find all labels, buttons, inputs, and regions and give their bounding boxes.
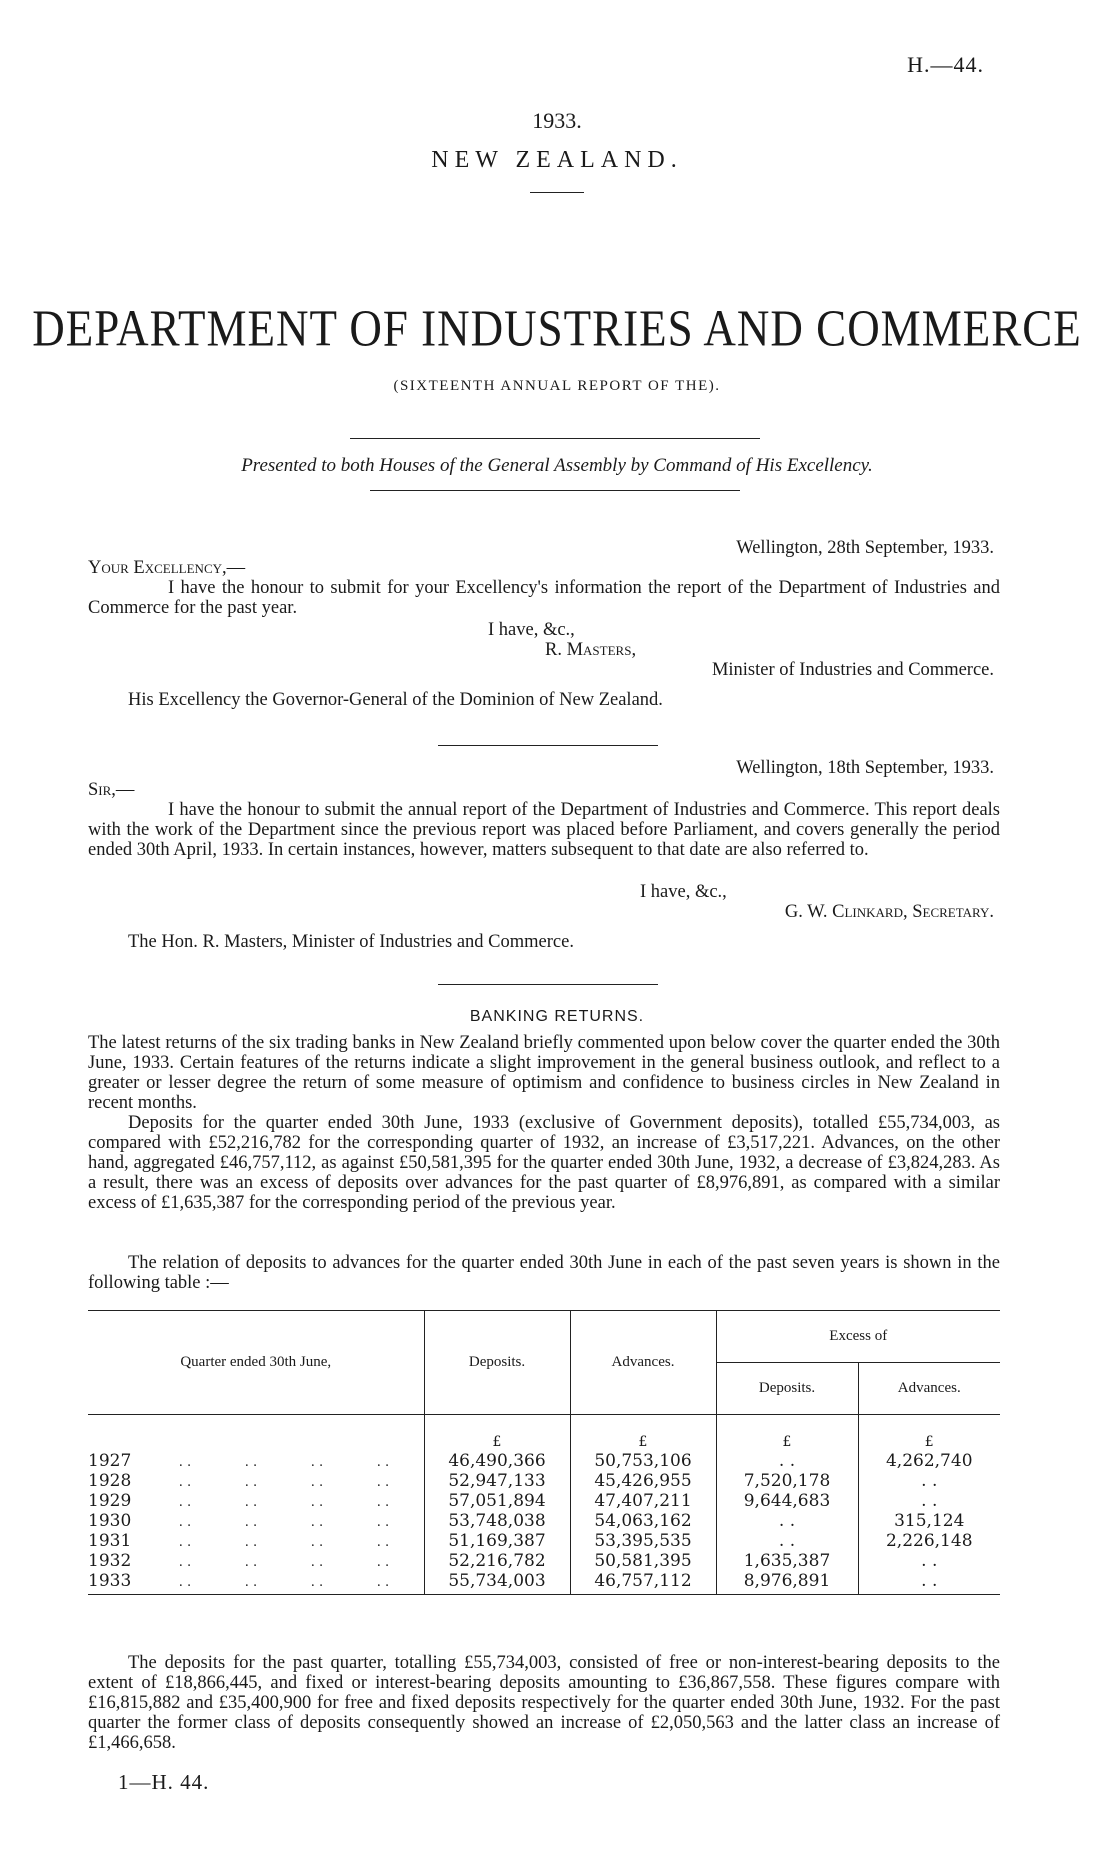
dot-leader: . . <box>178 1554 192 1570</box>
dot-leader: . . <box>244 1474 258 1490</box>
row-excess-advances: 315,124 <box>894 1510 965 1531</box>
letter1-addressee: His Excellency the Governor-General of the Dominion of New Zealand. <box>128 690 663 710</box>
header-deposits: Deposits. <box>424 1311 570 1415</box>
header-excess-advances: Advances. <box>858 1363 1000 1415</box>
letter1-closing: I have, &c., <box>488 620 575 640</box>
document-title: DEPARTMENT OF INDUSTRIES AND COMMERCE <box>32 299 1082 357</box>
row-excess-deposits: 9,644,683 <box>716 1491 858 1511</box>
row-excess-advances: . . <box>921 1470 938 1491</box>
header-excess-deposits: Deposits. <box>716 1363 858 1415</box>
header-quarter: Quarter ended 30th June, <box>88 1311 424 1415</box>
row-deposits: 55,734,003 <box>424 1571 570 1595</box>
row-year <box>88 1551 424 1571</box>
header-excess-of: Excess of <box>716 1311 1000 1363</box>
dot-leader: . . <box>376 1494 390 1510</box>
row-year-label: 1927 <box>88 1450 132 1471</box>
unit-excess-deposits: £ <box>716 1415 858 1451</box>
row-year <box>88 1471 424 1491</box>
row-deposits: 53,748,038 <box>424 1511 570 1531</box>
table-row <box>88 1551 1000 1571</box>
row-year-label: 1929 <box>88 1490 132 1511</box>
letter1-body: I have the honour to submit for your Excellency's information the report of the Department of Industries and Commerce for the past year. <box>88 578 1000 618</box>
row-year <box>88 1531 424 1551</box>
divider <box>370 490 740 491</box>
row-year-label: 1928 <box>88 1470 132 1491</box>
divider <box>530 192 584 193</box>
table-row <box>88 1491 1000 1511</box>
dot-leader: . . <box>376 1554 390 1570</box>
row-year <box>88 1571 424 1595</box>
table-row <box>88 1531 1000 1551</box>
row-excess-deposits: 7,520,178 <box>716 1471 858 1491</box>
letter1-place-date: Wellington, 28th September, 1933. <box>736 538 994 558</box>
letter1-signatory-title: Minister of Industries and Commerce. <box>711 660 994 680</box>
table-row <box>88 1451 1000 1471</box>
letter2-body: I have the honour to submit the annual report of the Department of Industries and Commerce. This report deals with the work of the Department since the previous report was placed before Parliament, and covers generally the period ended 30th April, 1933. In certain instances, however, matters subsequent to that date are also referred to. <box>88 800 1000 860</box>
dot-leader: . . <box>178 1514 192 1530</box>
dot-leader: . . <box>376 1514 390 1530</box>
banking-paragraph-4: The deposits for the past quarter, totalling £55,734,003, consisted of free or non-interest-bearing deposits to the extent of £18,866,445, and fixed or interest-bearing deposits amounting to £36,867,558. These figures compare with £16,815,882 and £35,400,900 for free and fixed deposits respectively for the quarter ended 30th June, 1932. For the past quarter the former class of deposits consequently showed an increase of £2,050,563 and the latter class an increase of £1,466,658. <box>88 1653 1000 1753</box>
banking-paragraph-2: Deposits for the quarter ended 30th June, 1933 (exclusive of Government deposits), totalled £55,734,003, as compared with £52,216,782 for the corresponding quarter of 1932, an increase of £3,517,221. Advances, on the other hand, aggregated £46,757,112, as against £50,581,395 for the quarter ended 30th June, 1932, a decrease of £3,824,283. As a result, there was an excess of deposits over advances for the past quarter of £8,976,891, as compared with a similar excess of £1,635,387 for the corresponding period of the previous year. <box>88 1113 1000 1213</box>
row-advances: 46,757,112 <box>570 1571 716 1595</box>
row-advances: 50,753,106 <box>570 1451 716 1471</box>
dot-leader: . . <box>376 1574 390 1590</box>
row-excess-deposits: . . <box>716 1531 858 1551</box>
dot-leader: . . <box>310 1534 324 1550</box>
letter2-place-date: Wellington, 18th September, 1933. <box>736 758 994 778</box>
dot-leader: . . <box>244 1534 258 1550</box>
country-name: NEW ZEALAND. <box>431 147 683 173</box>
row-advances: 47,407,211 <box>570 1491 716 1511</box>
row-year <box>88 1451 424 1471</box>
divider <box>438 745 658 746</box>
document-reference: H.—44. <box>907 52 984 77</box>
report-year: 1933. <box>532 108 582 133</box>
dot-leader: . . <box>244 1454 258 1470</box>
dot-leader: . . <box>178 1474 192 1490</box>
row-deposits: 57,051,894 <box>424 1491 570 1511</box>
dot-leader: . . <box>178 1454 192 1470</box>
row-advances: 54,063,162 <box>570 1511 716 1531</box>
row-year <box>88 1491 424 1511</box>
units-spacer <box>88 1415 424 1451</box>
units-row <box>88 1415 1000 1451</box>
row-advances: 45,426,955 <box>570 1471 716 1491</box>
row-year-label: 1931 <box>88 1530 132 1551</box>
letter2-salutation: Sir,— <box>88 780 135 800</box>
presented-line: Presented to both Houses of the General Assembly by Command of His Excellency. <box>241 455 873 476</box>
banking-paragraph-1: The latest returns of the six trading banks in New Zealand briefly commented upon below cover the quarter ended the 30th June, 1933. Certain features of the returns indicate a slight improvement in the general business outlook, and reflect to a greater or lesser degree the return of some measure of optimism and confidence to business circles in New Zealand in recent months. <box>88 1033 1000 1113</box>
dot-leader: . . <box>244 1494 258 1510</box>
row-year-label: 1932 <box>88 1550 132 1571</box>
row-excess-advances: 2,226,148 <box>885 1530 973 1551</box>
dot-leader: . . <box>310 1474 324 1490</box>
row-year-label: 1930 <box>88 1510 132 1531</box>
section-heading: BANKING RETURNS. <box>469 1008 645 1025</box>
row-excess-advances: . . <box>858 1571 1000 1595</box>
table-row <box>88 1571 1000 1595</box>
dot-leader: . . <box>376 1474 390 1490</box>
dot-leader: . . <box>310 1454 324 1470</box>
dot-leader: . . <box>178 1574 192 1590</box>
dot-leader: . . <box>376 1454 390 1470</box>
dot-leader: . . <box>310 1514 324 1530</box>
row-deposits: 52,216,782 <box>424 1551 570 1571</box>
dot-leader: . . <box>244 1554 258 1570</box>
row-excess-deposits: . . <box>716 1511 858 1531</box>
row-excess-deposits: 1,635,387 <box>716 1551 858 1571</box>
letter2-closing: I have, &c., <box>640 882 727 902</box>
unit-excess-advances: £ <box>924 1433 934 1450</box>
letter2-addressee: The Hon. R. Masters, Minister of Industries and Commerce. <box>128 932 574 952</box>
row-deposits: 52,947,133 <box>424 1471 570 1491</box>
unit-deposits: £ <box>424 1415 570 1451</box>
dot-leader: . . <box>310 1494 324 1510</box>
row-year <box>88 1511 424 1531</box>
letter1-signatory: R. Masters, <box>545 640 637 660</box>
dot-leader: . . <box>244 1574 258 1590</box>
dot-leader: . . <box>244 1514 258 1530</box>
unit-advances: £ <box>570 1415 716 1451</box>
table-body <box>88 1415 1000 1595</box>
divider <box>350 438 760 439</box>
row-excess-advances: . . <box>921 1490 938 1511</box>
row-advances: 53,395,535 <box>570 1531 716 1551</box>
letter2-signatory: G. W. Clinkard, Secretary. <box>784 902 994 922</box>
letter1-salutation: Your Excellency,— <box>88 558 246 578</box>
dot-leader: . . <box>376 1534 390 1550</box>
header-advances: Advances. <box>570 1311 716 1415</box>
banking-returns-table <box>88 1310 1000 1595</box>
row-excess-deposits: . . <box>716 1451 858 1471</box>
row-excess-advances: 4,262,740 <box>885 1450 973 1471</box>
dot-leader: . . <box>178 1534 192 1550</box>
row-excess-deposits: 8,976,891 <box>716 1571 858 1595</box>
dot-leader: . . <box>310 1554 324 1570</box>
divider <box>438 984 658 985</box>
table-row <box>88 1511 1000 1531</box>
banking-paragraph-3: The relation of deposits to advances for the quarter ended 30th June in each of the past seven years is shown in the following table :— <box>88 1253 1000 1293</box>
row-excess-advances: . . <box>921 1550 938 1571</box>
table-row <box>88 1471 1000 1491</box>
row-deposits: 51,169,387 <box>424 1531 570 1551</box>
row-year-label: 1933 <box>88 1570 132 1591</box>
page-footer: 1—H. 44. <box>118 1770 210 1794</box>
row-deposits: 46,490,366 <box>424 1451 570 1471</box>
row-advances: 50,581,395 <box>570 1551 716 1571</box>
dot-leader: . . <box>310 1574 324 1590</box>
document-subtitle: (SIXTEENTH ANNUAL REPORT OF THE). <box>393 378 721 394</box>
dot-leader: . . <box>178 1494 192 1510</box>
